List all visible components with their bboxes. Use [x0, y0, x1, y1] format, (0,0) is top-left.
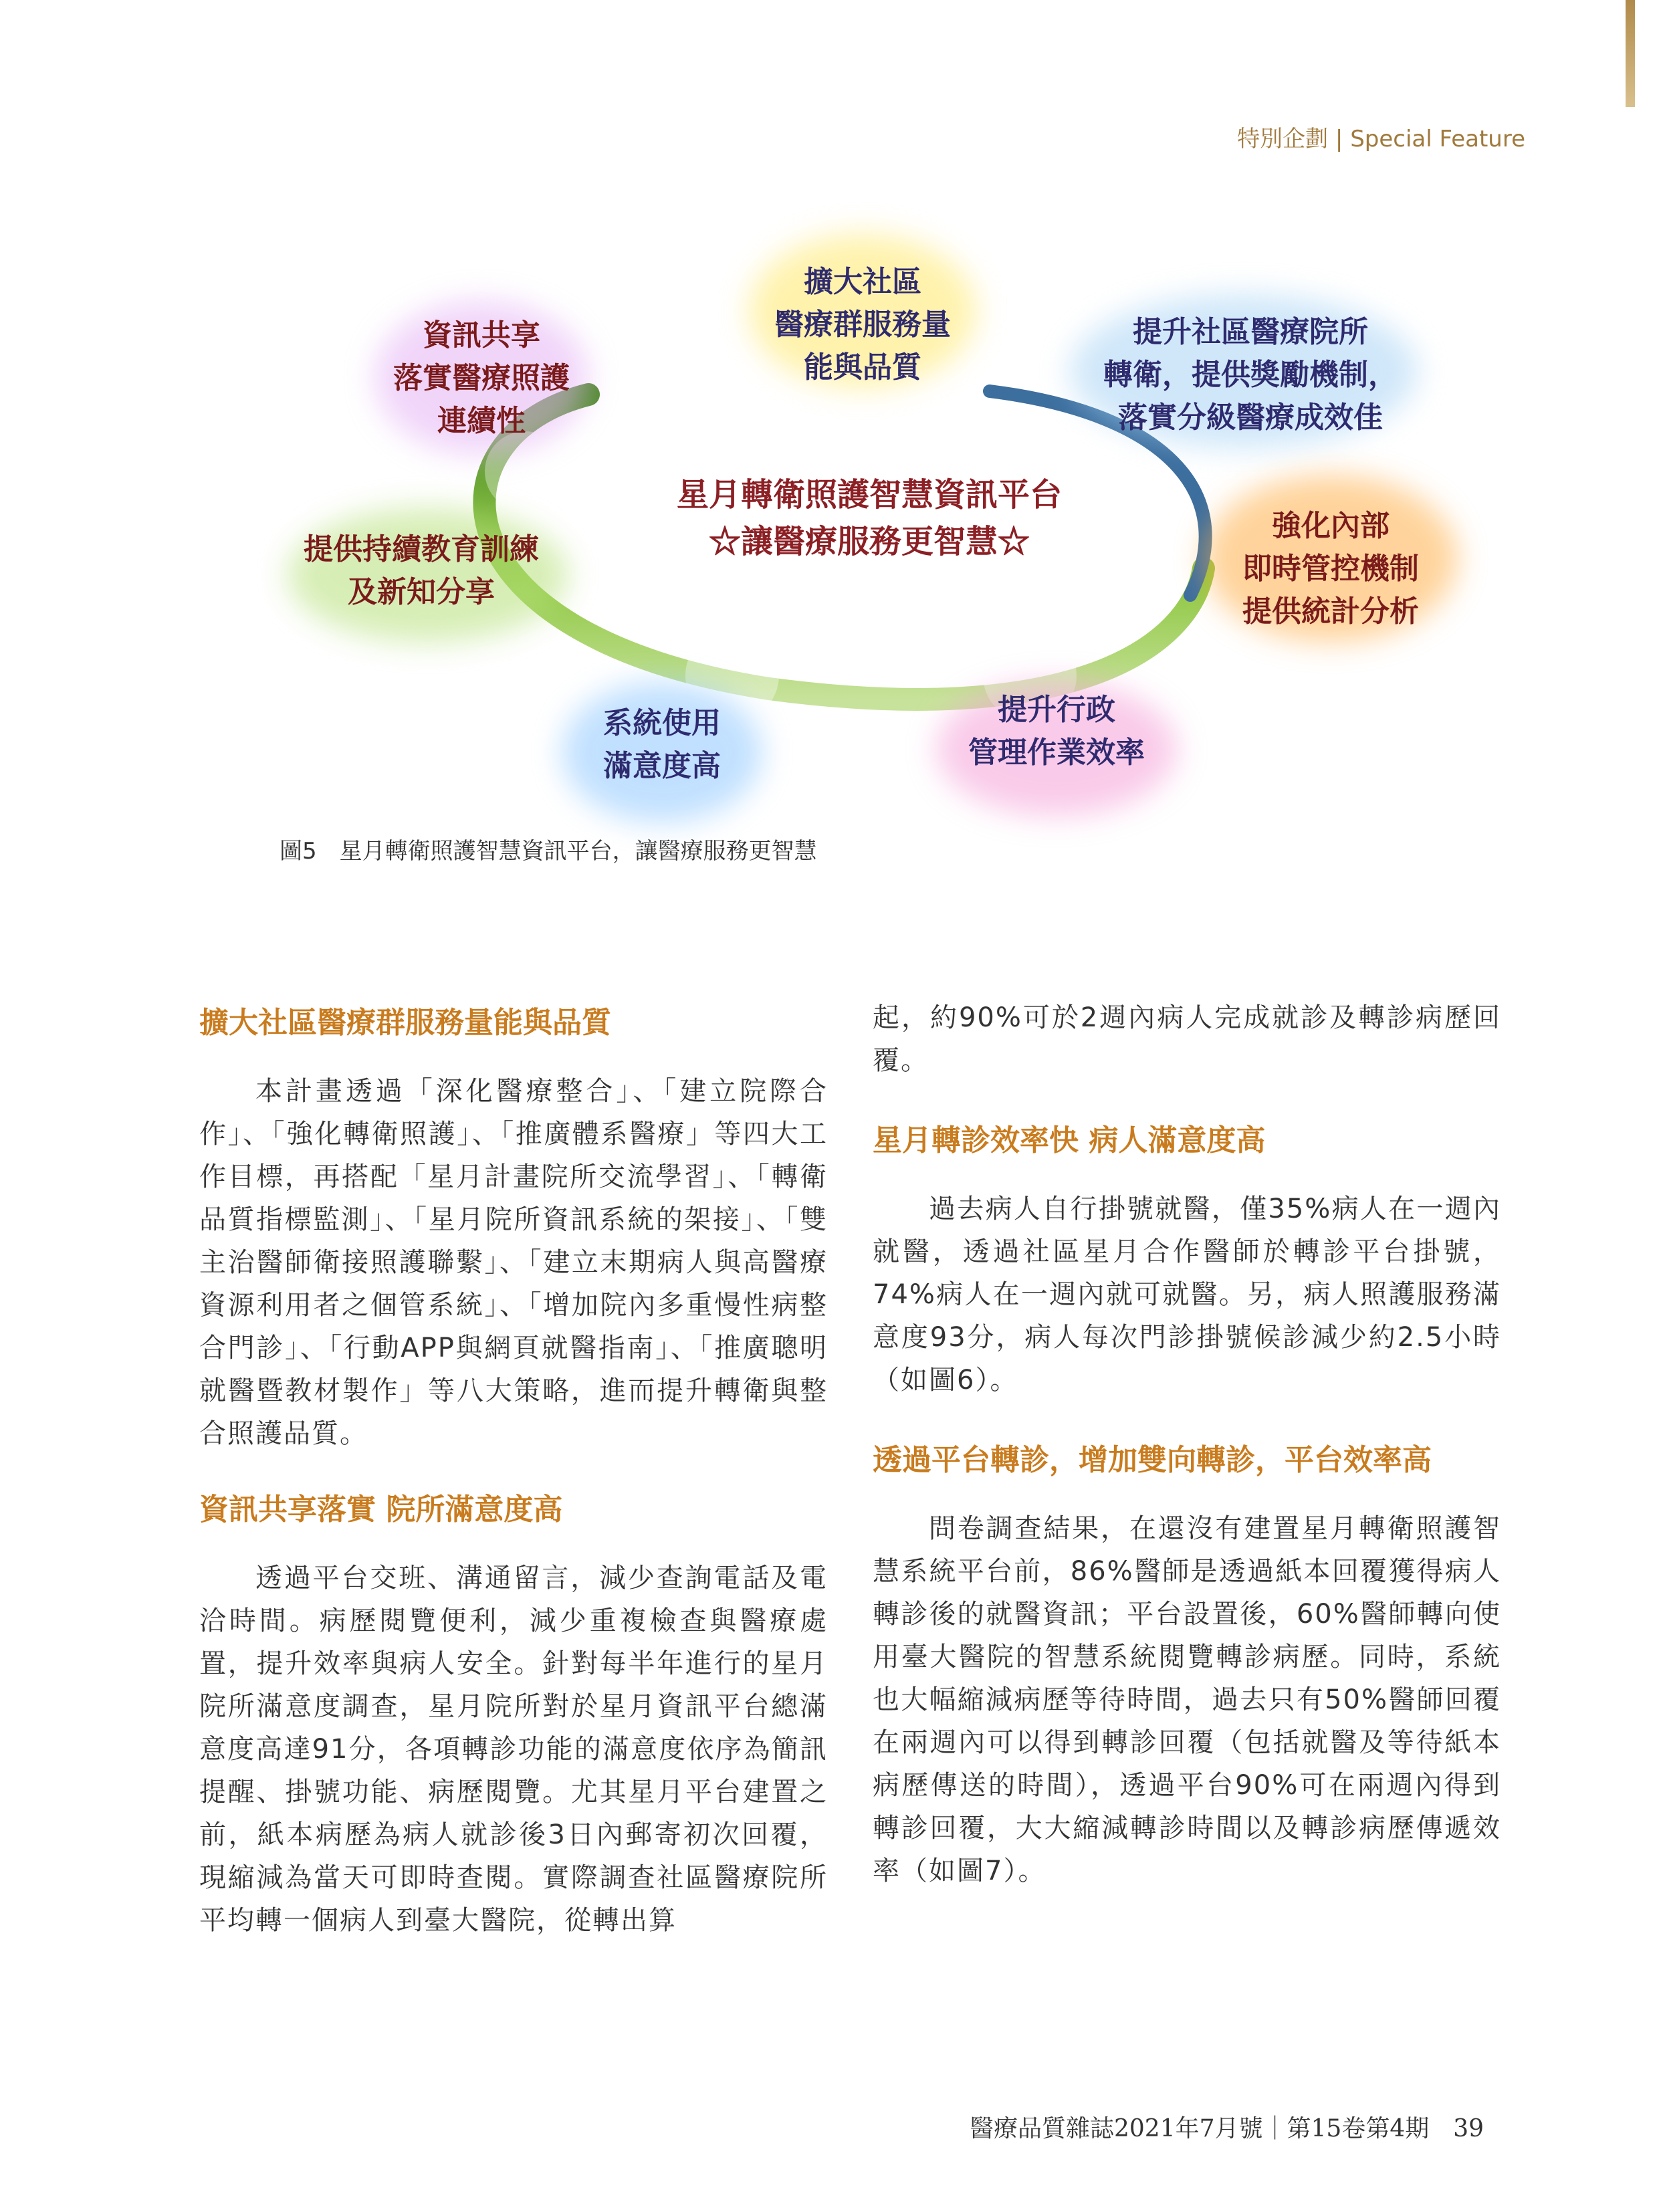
figure-platform-diagram	[0, 221, 1659, 889]
paragraph-continuation: 起，約90%可於2週內病人完成就診及轉診病歷回覆。	[873, 1002, 1501, 1076]
node-expand-community: 擴大社區 醫療群服務量 能與品質	[774, 265, 951, 384]
running-header: 特別企劃 | Special Feature	[1237, 126, 1525, 152]
heading-expand-community: 擴大社區醫療群服務量能與品質	[199, 1006, 611, 1040]
node-continuing-education: 提供持續教育訓練 及新知分享	[304, 532, 539, 609]
paragraph-platform-satisfaction: 透過平台交班、溝通留言，減少查詢電話及電洽時間。病歷閱覽便利，減少重複檢查與醫療處置，提升效率與病人安全。針對每半年進行的星月院所滿意度調查，星月院所對於星月資訊平台總滿意度高達91分，各項轉診功能的滿意度依序為簡訊提醒、掛號功能、病歷閱覽。尤其星月平台建置之前，紙本病歷為病人就診後3日內郵寄初次回覆，現縮減為當天可即時查閱。實際調查社區醫療院所平均轉一個病人到臺大醫院，從轉出算	[199, 1563, 828, 1936]
node-admin-efficiency: 提升行政 管理作業效率	[968, 693, 1145, 770]
left-column	[199, 1003, 828, 1942]
center-title-line2: ☆讓醫療服務更智慧☆	[708, 523, 1030, 560]
figure-caption: 圖5 星月轉衛照護智慧資訊平台，讓醫療服務更智慧	[280, 838, 817, 865]
node-user-satisfaction: 系統使用 滿意度高	[603, 706, 721, 783]
paragraph-survey-results: 問卷調查結果，在還沒有建置星月轉衛照護智慧系統平台前，86%醫師是透過紙本回覆獲得病人轉診後的就醫資訊；平台設置後，60%醫師轉向使用臺大醫院的智慧系統閱覽轉診病歷。同時，系統也大幅縮減病歷等待時間，過去只有50%醫師回覆在兩週內可以得到轉診回覆（包括就醫及等待紙本病歷傳送的時間），透過平台90%可在兩週內得到轉診回覆，大大縮減轉診時間以及轉診病歷傳遞效率（如圖7）。	[873, 1513, 1501, 1886]
heading-info-sharing: 資訊共享落實 院所滿意度高	[199, 1492, 563, 1527]
node-internal-control: 強化內部 即時管控機制 提供統計分析	[1242, 509, 1419, 629]
node-info-sharing: 資訊共享 落實醫療照護 連續性	[393, 318, 570, 438]
node-referral-incentive: 提升社區醫療院所 轉衛，提供獎勵機制， 落實分級醫療成效佳	[1103, 315, 1398, 435]
heading-two-way-referral: 透過平台轉診，增加雙向轉診，平台效率高	[873, 1443, 1432, 1477]
page-edge-bar	[1626, 0, 1635, 107]
page-footer: 醫療品質雜誌2021年7月號｜第15卷第4期 39	[970, 2115, 1484, 2142]
paragraph-patient-satisfaction: 過去病人自行掛號就醫，僅35%病人在一週內就醫，透過社區星月合作醫師於轉診平台掛號，74%病人在一週內就可就醫。另，病人照護服務滿意度93分，病人每次門診掛號候診減少約2.5小時（如圖6）。	[873, 1194, 1501, 1396]
right-column	[873, 996, 1501, 1892]
paragraph-eight-strategies: 本計畫透過「深化醫療整合」、「建立院際合作」、「強化轉衛照護」、「推廣體系醫療」等四大工作目標，再搭配「星月計畫院所交流學習」、「轉衛品質指標監測」、「星月院所資訊系統的架接」、「雙主治醫師衛接照護聯繫」、「建立末期病人與高醫療資源利用者之個管系統」、「增加院內多重慢性病整合門診」、「行動APP與網頁就醫指南」、「推廣聰明就醫暨教材製作」等八大策略，進而提升轉衛與整合照護品質。	[199, 1076, 828, 1449]
center-title-line1: 星月轉衛照護智慧資訊平台	[676, 476, 1062, 514]
figure-center-title	[602, 471, 1137, 565]
heading-referral-efficiency: 星月轉診效率快 病人滿意度高	[873, 1123, 1266, 1157]
